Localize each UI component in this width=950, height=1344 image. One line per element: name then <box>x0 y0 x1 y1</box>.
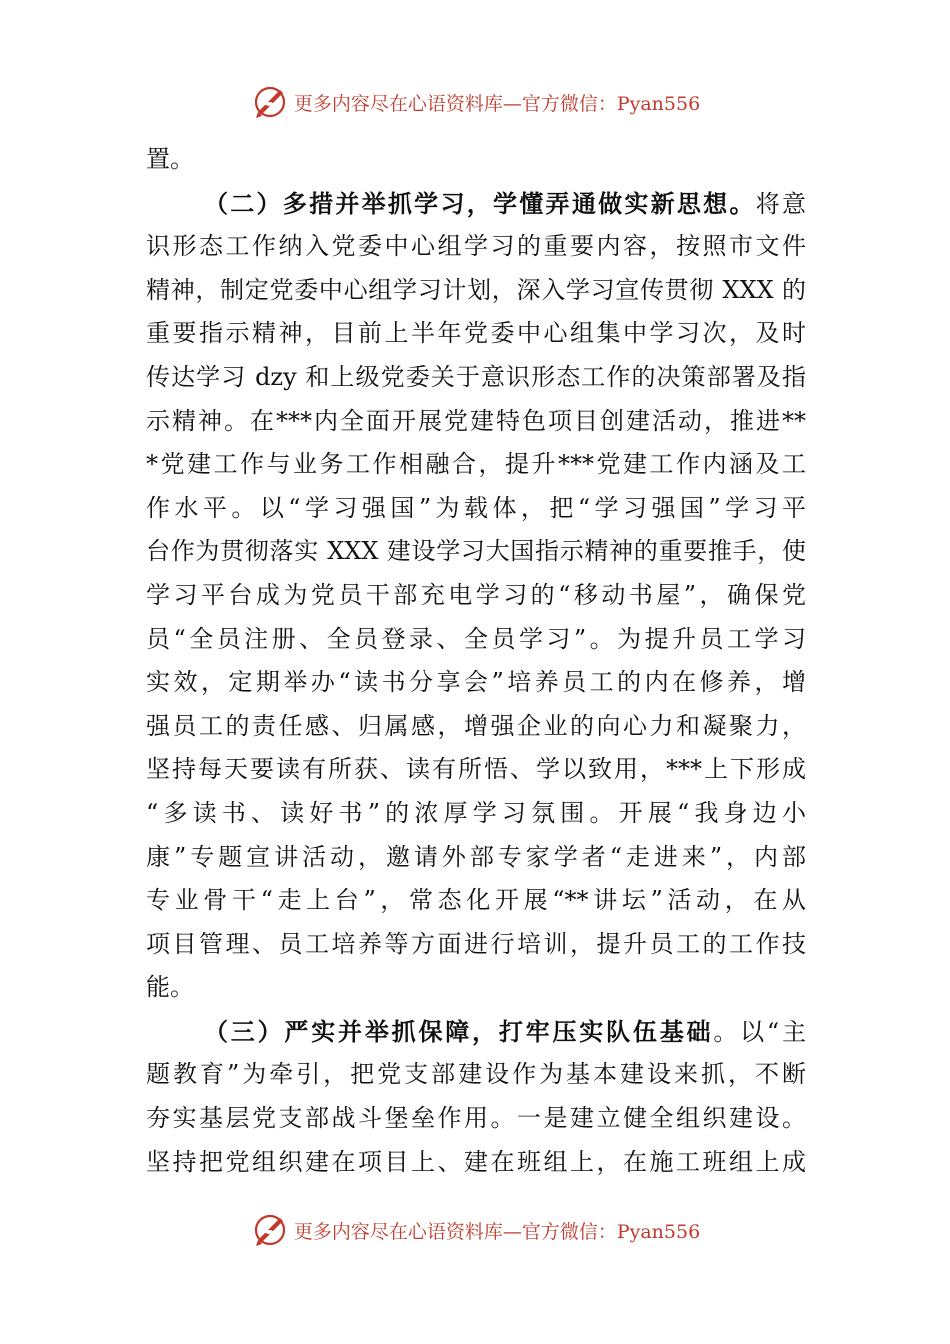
text-line: 项目管理、员工培养等方面进行培训，提升员工的工作技 <box>146 929 806 958</box>
text-line: 题教育”为牵引，把党支部建设作为基本建设来抓，不断 <box>146 1060 806 1089</box>
pen-logo-icon <box>250 1210 290 1250</box>
watermark-text: 更多内容尽在心语资料库—官方微信：Pyan556 <box>293 1220 701 1243</box>
text-line: 重要指示精神，目前上半年党委中心组集中学习次，及时 <box>146 319 806 348</box>
text-line: 夯实基层党支部战斗堡垒作用。一是建立健全组织建设。 <box>146 1104 806 1133</box>
text-line: 能。 <box>146 973 194 1002</box>
text-line: 强员工的责任感、归属感，增强企业的向心力和凝聚力， <box>146 711 806 740</box>
text-line: 示精神。在***内全面开展党建特色项目创建活动，推进** <box>146 406 806 435</box>
section-heading-3: （三）严实并举抓保障，打牢压实队伍基础 <box>204 1016 714 1046</box>
text-line: 康”专题宣讲活动，邀请外部专家学者“走进来”，内部 <box>146 842 806 871</box>
text-line: 实效，定期举办“读书分享会”培养员工的内在修养，增 <box>146 668 806 697</box>
text-line: 员“全员注册、全员登录、全员学习”。为提升员工学习 <box>146 624 806 653</box>
text-line: 坚持每天要读有所获、读有所悟、学以致用，***上下形成 <box>146 755 806 784</box>
text-line: 置。 <box>146 145 194 173</box>
text-line: 传达学习 dzy 和上级党委关于意识形态工作的决策部署及指 <box>146 362 806 391</box>
section-heading-2: （二）多措并举抓学习，学懂弄通做实新思想。 <box>204 188 756 218</box>
text-fragment: 将意 <box>755 189 807 218</box>
text-line: *党建工作与业务工作相融合，提升***党建工作内涵及工 <box>146 450 806 479</box>
document-body <box>146 138 806 1184</box>
text-line: 坚持把党组织建在项目上、建在班组上，在施工班组上成 <box>146 1147 806 1176</box>
watermark-text: 更多内容尽在心语资料库—官方微信：Pyan556 <box>293 92 701 115</box>
pen-logo-icon <box>250 82 290 122</box>
text-line: 台作为贯彻落实 XXX 建设学习大国指示精神的重要推手，使 <box>146 537 806 566</box>
paragraph-heading-line <box>146 182 806 226</box>
text-line: “多读书、读好书”的浓厚学习氛围。开展“我身边小 <box>146 798 806 827</box>
text-line: 学习平台成为党员干部充电学习的“移动书屋”，确保党 <box>146 580 806 609</box>
footer-watermark-banner <box>0 1208 950 1252</box>
text-line: 精神，制定党委中心组学习计划，深入学习宣传贯彻 XXX 的 <box>146 275 806 304</box>
text-line: 专业骨干“走上台”，常态化开展“**讲坛”活动，在从 <box>146 886 806 915</box>
text-fragment: 。以“主 <box>713 1017 806 1046</box>
header-watermark-banner <box>0 80 950 124</box>
text-line: 作水平。以“学习强国”为载体，把“学习强国”学习平 <box>146 493 806 522</box>
paragraph-heading-line <box>146 1010 806 1054</box>
text-line: 识形态工作纳入党委中心组学习的重要内容，按照市文件 <box>146 232 806 261</box>
